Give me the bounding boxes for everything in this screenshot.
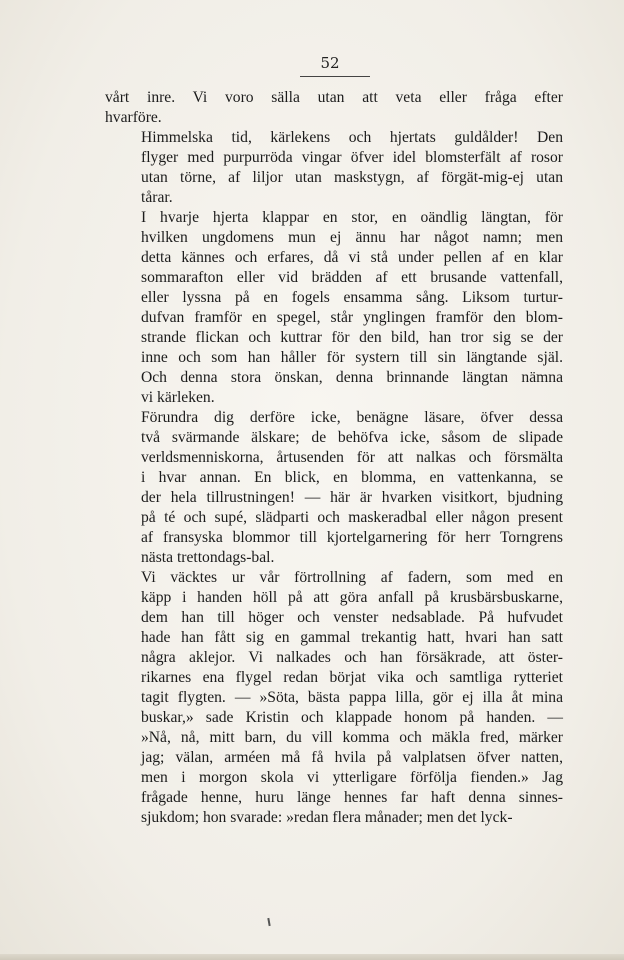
paragraph [105, 408, 563, 568]
page-number: 52 [320, 54, 340, 72]
text-line: eller lyssna på en fogels ensamma sång. Liksom turtur- [141, 289, 563, 306]
paragraph [105, 88, 563, 128]
paragraph [105, 208, 563, 408]
paragraph [105, 568, 563, 828]
page-bottom-edge [0, 954, 624, 960]
text-line: inne och som han håller för systern till sin längtande själ. [141, 349, 563, 366]
text-line: utan törne, af liljor utan maskstygn, af förgät-mig-ej utan [141, 169, 563, 186]
text-line: nästa trettondags-bal. [141, 549, 275, 566]
text-line: några aklejor. Vi nalkades och han försäkrade, att öster- [141, 649, 563, 666]
text-line: men i morgon skola vi ytterligare förfölja fienden.» Jag [141, 769, 563, 786]
text-line: rikarnes ena flygel redan börjat vika och samtliga rytteriet [141, 669, 563, 686]
text-line: vårt inre. Vi voro sälla utan att veta eller fråga efter [105, 89, 563, 106]
text-line: der hela tillrustningen! — här är hvarken visitkort, bjudning [141, 489, 563, 506]
text-line: Himmelska tid, kärlekens och hjertats guldålder! Den [141, 129, 563, 146]
text-line: frågade henne, huru länge hennes far haft denna sinnes- [141, 789, 563, 806]
text-line: detta kännes och erfares, då vi stå under pellen af en klar [141, 249, 563, 266]
ink-mark [267, 918, 270, 926]
text-line: på té och supé, slädparti och maskeradbal eller någon present [141, 509, 563, 526]
text-line: jag; välan, arméen må få hvila på valplatsen öfver natten, [141, 749, 563, 766]
page-number-rule [300, 76, 370, 77]
text-line: »Nå, nå, mitt barn, du vill komma och mäkla fred, märker [141, 729, 563, 746]
text-line: strande flickan och kuttrar för den bild, han tror sig se der [141, 329, 563, 346]
paragraph [105, 128, 563, 208]
text-line: i hvar annan. En blick, en blomma, en vattenkanna, se [141, 469, 563, 486]
text-line: sjukdom; hon svarade: »redan flera månader; men det lyck- [141, 809, 513, 826]
text-line: käpp i handen höll på att göra anfall på krusbärsbuskarne, [141, 589, 563, 606]
text-line: hvilken ungdomens mun ej ännu har något namn; men [141, 229, 563, 246]
body-text [105, 88, 563, 828]
text-line: dem han till höger och venster nedsablade. På hufvudet [141, 609, 563, 626]
text-line: verldsmenniskorna, årtusenden för att nalkas och försmälta [141, 449, 563, 466]
text-line: hade han fått sig en gammal trekantig hatt, hvari han satt [141, 629, 563, 646]
text-line: I hvarje hjerta klappar en stor, en oändlig längtan, för [141, 209, 563, 226]
text-line: tagit flygten. — »Söta, bästa pappa lilla, gör ej illa åt mina [141, 689, 563, 706]
text-line: Och denna stora önskan, denna brinnande längtan nämna [141, 369, 563, 386]
text-line: flyger med purpurröda vingar öfver idel blomsterfält af rosor [141, 149, 563, 166]
text-line: två svärmande älskare; de behöfva icke, såsom de slipade [141, 429, 563, 446]
text-line: dufvan framför en spegel, står ynglingen framför den blom- [141, 309, 563, 326]
text-line: Förundra dig derföre icke, benägne läsare, öfver dessa [141, 409, 563, 426]
text-line: af fransyska blommor till kjortelgarnering för herr Torngrens [141, 529, 563, 546]
text-line: Vi väcktes ur vår förtrollning af fadern, som med en [141, 569, 563, 586]
text-line: vi kärleken. [141, 389, 215, 406]
text-line: buskar,» sade Kristin och klappade honom på handen. — [141, 709, 563, 726]
text-line: tårar. [141, 189, 173, 206]
text-line: hvarföre. [105, 109, 162, 126]
text-line: sommarafton eller vid brädden af ett brusande vattenfall, [141, 269, 563, 286]
